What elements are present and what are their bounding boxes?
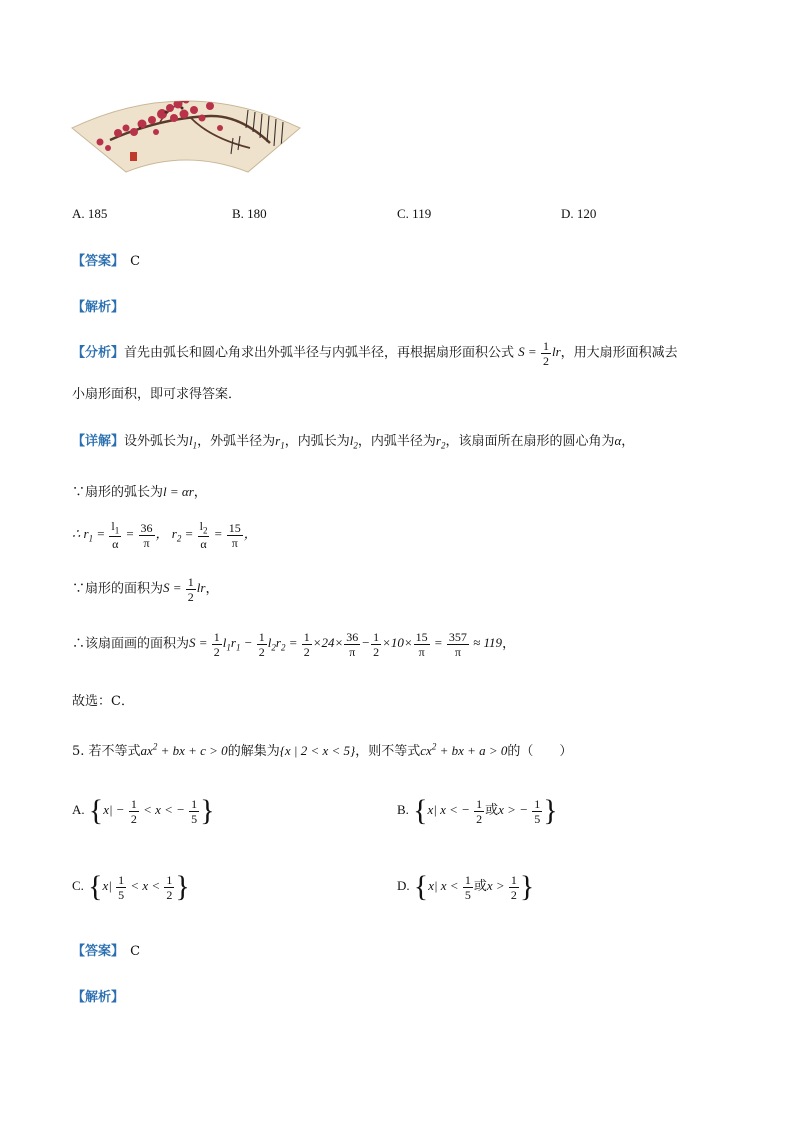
answer-value-2: C	[130, 944, 141, 959]
xiangjie-text-2: ，外弧半径为	[197, 434, 276, 449]
fenxi-text-1: 首先由弧长和圆心角求出外弧半径与内弧半径，再根据扇形面积公式	[124, 345, 515, 361]
step-1-text: ∵扇形的弧长为	[72, 485, 164, 500]
q5-option-d-label: D.	[397, 877, 410, 893]
formula-radii: ∴ $r_1$ = $\frac{l_1}{\alpha}$ = $\frac{36}{\pi}$ ， $r_2$ = $\frac{l_2}{\alpha}$ = $\frac{15}{\pi}$ ，	[72, 519, 257, 552]
var-r2: $r_2$	[435, 433, 446, 451]
q5-option-c	[72, 870, 190, 904]
step-3-text: ∵扇形的面积为	[72, 581, 164, 597]
q5-ineq-1: $ax^2$ + bx + c > 0	[140, 741, 228, 758]
option-c: C. 119	[397, 206, 432, 221]
question-5-stem	[72, 740, 572, 759]
q5-option-c-set: {x| $\frac{1}{5}$ < x < $\frac{1}{2}$ }	[88, 870, 190, 903]
q5-solution-set: {x | 2 < x < 5}	[279, 743, 356, 758]
q5-stem-3: ，则不等式	[355, 744, 421, 759]
xiangjie-text-3: ，内弧长为	[284, 434, 350, 449]
choose-line: 故选：C．	[72, 694, 134, 709]
step-fan-area: ∴该扇面画的面积为S = $\frac{1}{2}$ $l_1r_1$ − $\frac{1}{2}$ $l_2r_2$ = $\frac{1}{2}$ ×24× $\frac{36}{\pi}$ − $\frac{1}{2}$ ×10× $\frac{15}{\pi}$ = $\frac{357}{\pi}$ ≈ 119，	[72, 630, 516, 659]
q5-option-a	[72, 794, 215, 828]
xiangjie-text-1: 设外弧长为	[124, 434, 190, 449]
fenxi-line-2: 小扇形面积，即可求得答案．	[72, 387, 242, 402]
fenxi-text-2: ，用大扇形面积减去	[560, 345, 678, 361]
xiangjie-text-5: ，该扇面所在扇形的圆心角为	[445, 434, 615, 449]
formula-sector-area: S = $\frac{1}{2}$ lr	[518, 339, 561, 368]
q5-option-b-set: {x| x < − $\frac{1}{2}$ 或x > − $\frac{1}{5}$ }	[413, 794, 558, 827]
q5-option-c-label: C.	[72, 877, 84, 893]
answer-tag: 【答案】	[72, 254, 125, 269]
step-4-text: ∴该扇面画的面积为	[72, 636, 190, 652]
q5-stem-2: 的解集为	[227, 744, 280, 759]
var-l1: $l_1$	[189, 433, 198, 451]
q5-stem-1: 5. 若不等式	[72, 744, 141, 759]
var-r1: $r_1$	[275, 433, 285, 451]
q5-option-a-set: {x| − $\frac{1}{2}$ < x < − $\frac{1}{5}$ }	[88, 794, 215, 827]
answer-line-2	[72, 940, 140, 959]
xiangjie-tag: 【详解】	[72, 434, 125, 449]
var-l2: $l_2$	[349, 433, 358, 451]
fenxi-line-1	[72, 340, 678, 367]
var-alpha: α	[614, 433, 622, 448]
step-radii	[72, 520, 257, 550]
q5-option-a-label: A.	[72, 801, 85, 817]
option-a: A. 185	[72, 206, 108, 221]
fan-painting-image	[70, 88, 302, 174]
xiangjie-line: 【详解】设外弧长为$l_1$，外弧半径为$r_1$，内弧长为$l_2$，内弧半径为$r_2$，该扇面所在扇形的圆心角为α，	[72, 433, 635, 451]
q5-option-b-or: 或	[485, 801, 499, 817]
q5-ineq-2: $cx^2$ + bx + a > 0	[420, 741, 508, 758]
formula-fan-area: S = $\frac{1}{2}$ $l_1r_1$ − $\frac{1}{2}$ $l_2r_2$ = $\frac{1}{2}$ ×24× $\frac{36}{\pi}$ − $\frac{1}{2}$ ×10× $\frac{15}{\pi}$ = $\frac{357}{\pi}$ ≈ 119	[189, 630, 503, 659]
option-b: B. 180	[232, 206, 267, 221]
q5-option-d	[397, 870, 534, 904]
analysis-heading: 【解析】	[72, 300, 125, 315]
q5-stem-4: 的（ ）	[507, 744, 573, 759]
q5-option-b-label: B.	[397, 801, 409, 817]
formula-arc-length: l = αr	[163, 484, 194, 499]
step-sector-area: ∵扇形的面积为S = $\frac{1}{2}$ lr，	[72, 575, 219, 604]
xiangjie-text-4: ，内弧半径为	[357, 434, 436, 449]
q5-option-b	[397, 794, 558, 828]
answer-line	[72, 250, 140, 269]
formula-sector-area-2: S = $\frac{1}{2}$ lr	[163, 575, 206, 604]
q5-option-d-or: 或	[473, 877, 487, 893]
answer-value: C	[130, 254, 141, 269]
option-d: D. 120	[561, 206, 597, 221]
fenxi-tag: 【分析】	[72, 345, 125, 361]
answer-tag-2: 【答案】	[72, 944, 125, 959]
analysis-heading-2: 【解析】	[72, 990, 125, 1005]
q5-option-d-set: {x| x < $\frac{1}{5}$ 或x > $\frac{1}{2}$ }	[413, 870, 535, 903]
step-arc-length: ∵扇形的弧长为l = αr，	[72, 484, 207, 500]
